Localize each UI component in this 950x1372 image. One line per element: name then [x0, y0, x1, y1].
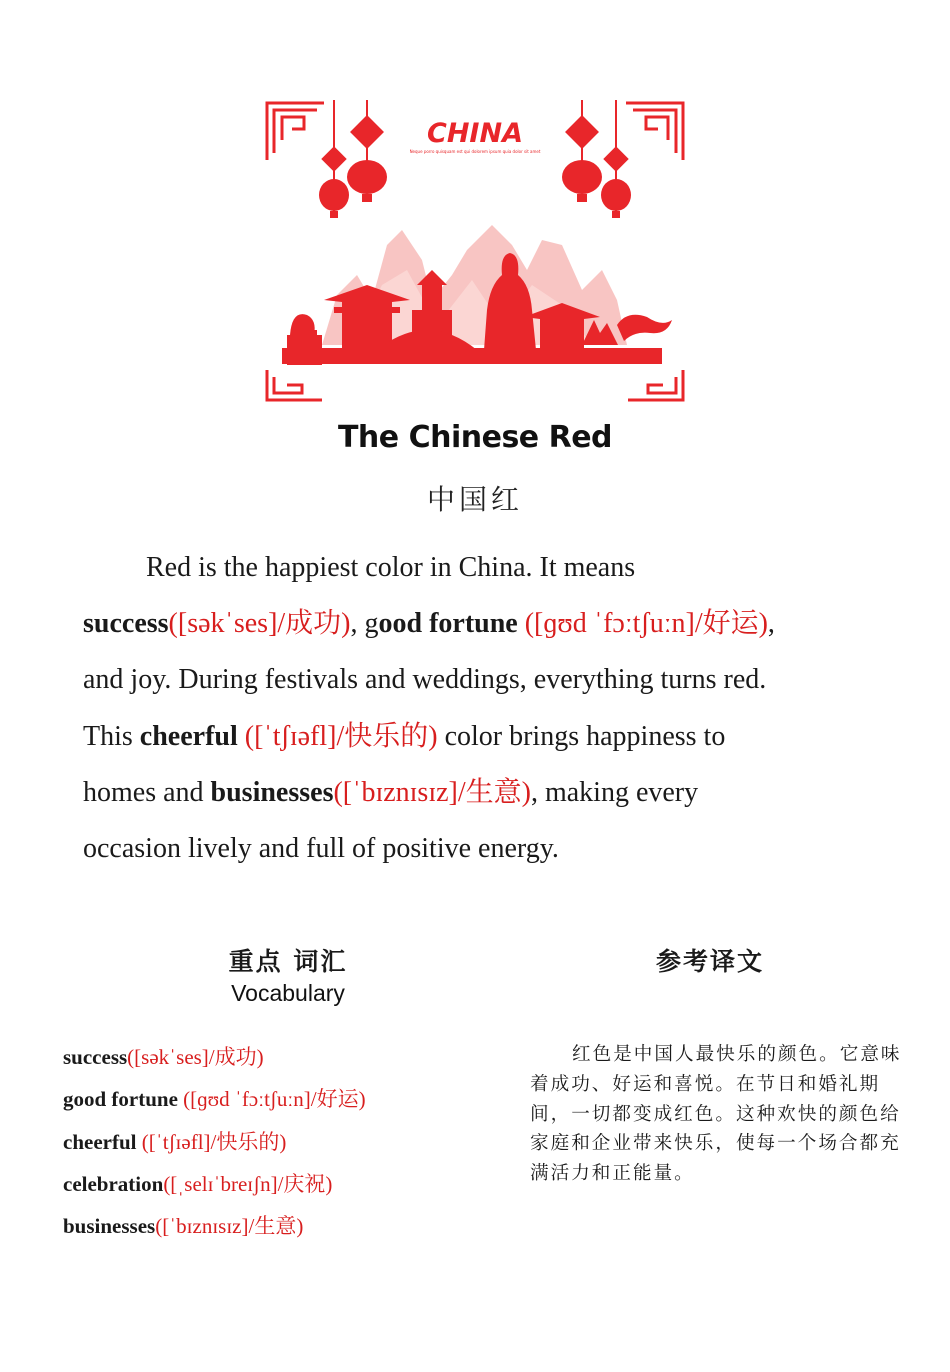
vocabulary-heading: 重点 词汇 [228, 947, 348, 976]
vocab-phonetic: ([ˈbɪznɪsɪz]/生意) [155, 1214, 304, 1239]
vocab-word: cheerful [139, 720, 238, 752]
corner-ornament-bottom-left [267, 370, 322, 400]
vocabulary-item [63, 1078, 366, 1120]
china-banner-text: CHINA [427, 118, 523, 149]
vocabulary-subheading: Vocabulary [231, 980, 345, 1006]
passage-line: and joy. During festivals and weddings, everything turns red. [83, 664, 767, 696]
corner-ornament-top-left [267, 103, 324, 160]
passage-line: occasion lively and full of positive energy. [83, 833, 559, 865]
vocabulary-item [63, 1163, 366, 1205]
vocab-phonetic: ([ˈtʃɪəfl]/快乐的) [136, 1129, 287, 1154]
reading-passage [83, 540, 883, 877]
page-title: The Chinese Red [337, 420, 613, 455]
vocab-phonetic: ([ˈtʃɪəfl]/快乐的) [237, 720, 438, 752]
vocab-word: celebration [63, 1171, 164, 1196]
translation-heading: 参考译文 [655, 947, 764, 976]
vocab-word: good fortune [63, 1087, 178, 1112]
passage-line [83, 596, 883, 652]
vocabulary-item [63, 1205, 366, 1247]
vocab-word: ood fortune [378, 608, 518, 640]
passage-text: , making every [530, 776, 699, 808]
passage-line [83, 765, 883, 821]
vocabulary-list [63, 1036, 366, 1247]
vocab-phonetic: ([ɡʊd ˈfɔːtʃuːn]/好运) [177, 1087, 366, 1112]
china-illustration [262, 95, 688, 407]
vocab-word: success [83, 608, 169, 640]
corner-ornament-bottom-right [628, 370, 683, 400]
vocab-word: cheerful [63, 1129, 137, 1154]
passage-line: Red is the happiest color in China. It means [146, 552, 636, 583]
corner-ornament-top-right [626, 103, 683, 160]
vocabulary-item [63, 1121, 366, 1163]
reference-translation [530, 1040, 902, 1189]
passage-text: color brings happiness to [437, 720, 726, 752]
passage-text: , g [350, 608, 379, 640]
translation-text: 红色是中国人最快乐的颜色。它意味着成功、好运和喜悦。在节日和婚礼期间，一切都变成红色。这种欢快的颜色给家庭和企业带来快乐，使每一个场合都充满活力和正能量。 [530, 1044, 902, 1185]
china-banner-subtext: Neque porro quisquam est qui dolorem ipsum quia dolor sit amet [409, 149, 541, 154]
page-subtitle: 中国红 [426, 483, 523, 516]
vocab-phonetic: ([ˌselɪˈbreɪʃn]/庆祝) [163, 1171, 333, 1196]
vocab-phonetic: ([ˈbɪznɪsɪz]/生意) [333, 776, 531, 808]
passage-text: , [767, 608, 775, 640]
vocab-word: businesses [63, 1214, 156, 1239]
passage-line [83, 709, 883, 765]
vocab-word: success [63, 1045, 128, 1069]
passage-text: This [83, 720, 140, 752]
vocab-phonetic: ([səkˈses]/成功) [168, 608, 351, 640]
passage-text: homes and [83, 776, 211, 808]
vocab-phonetic: ([ɡʊd ˈfɔːtʃuːn]/好运) [517, 608, 768, 640]
vocabulary-item [63, 1036, 366, 1078]
lantern-icon [319, 160, 631, 218]
vocab-phonetic: ([səkˈses]/成功) [127, 1045, 264, 1069]
vocab-word: businesses [210, 776, 334, 808]
